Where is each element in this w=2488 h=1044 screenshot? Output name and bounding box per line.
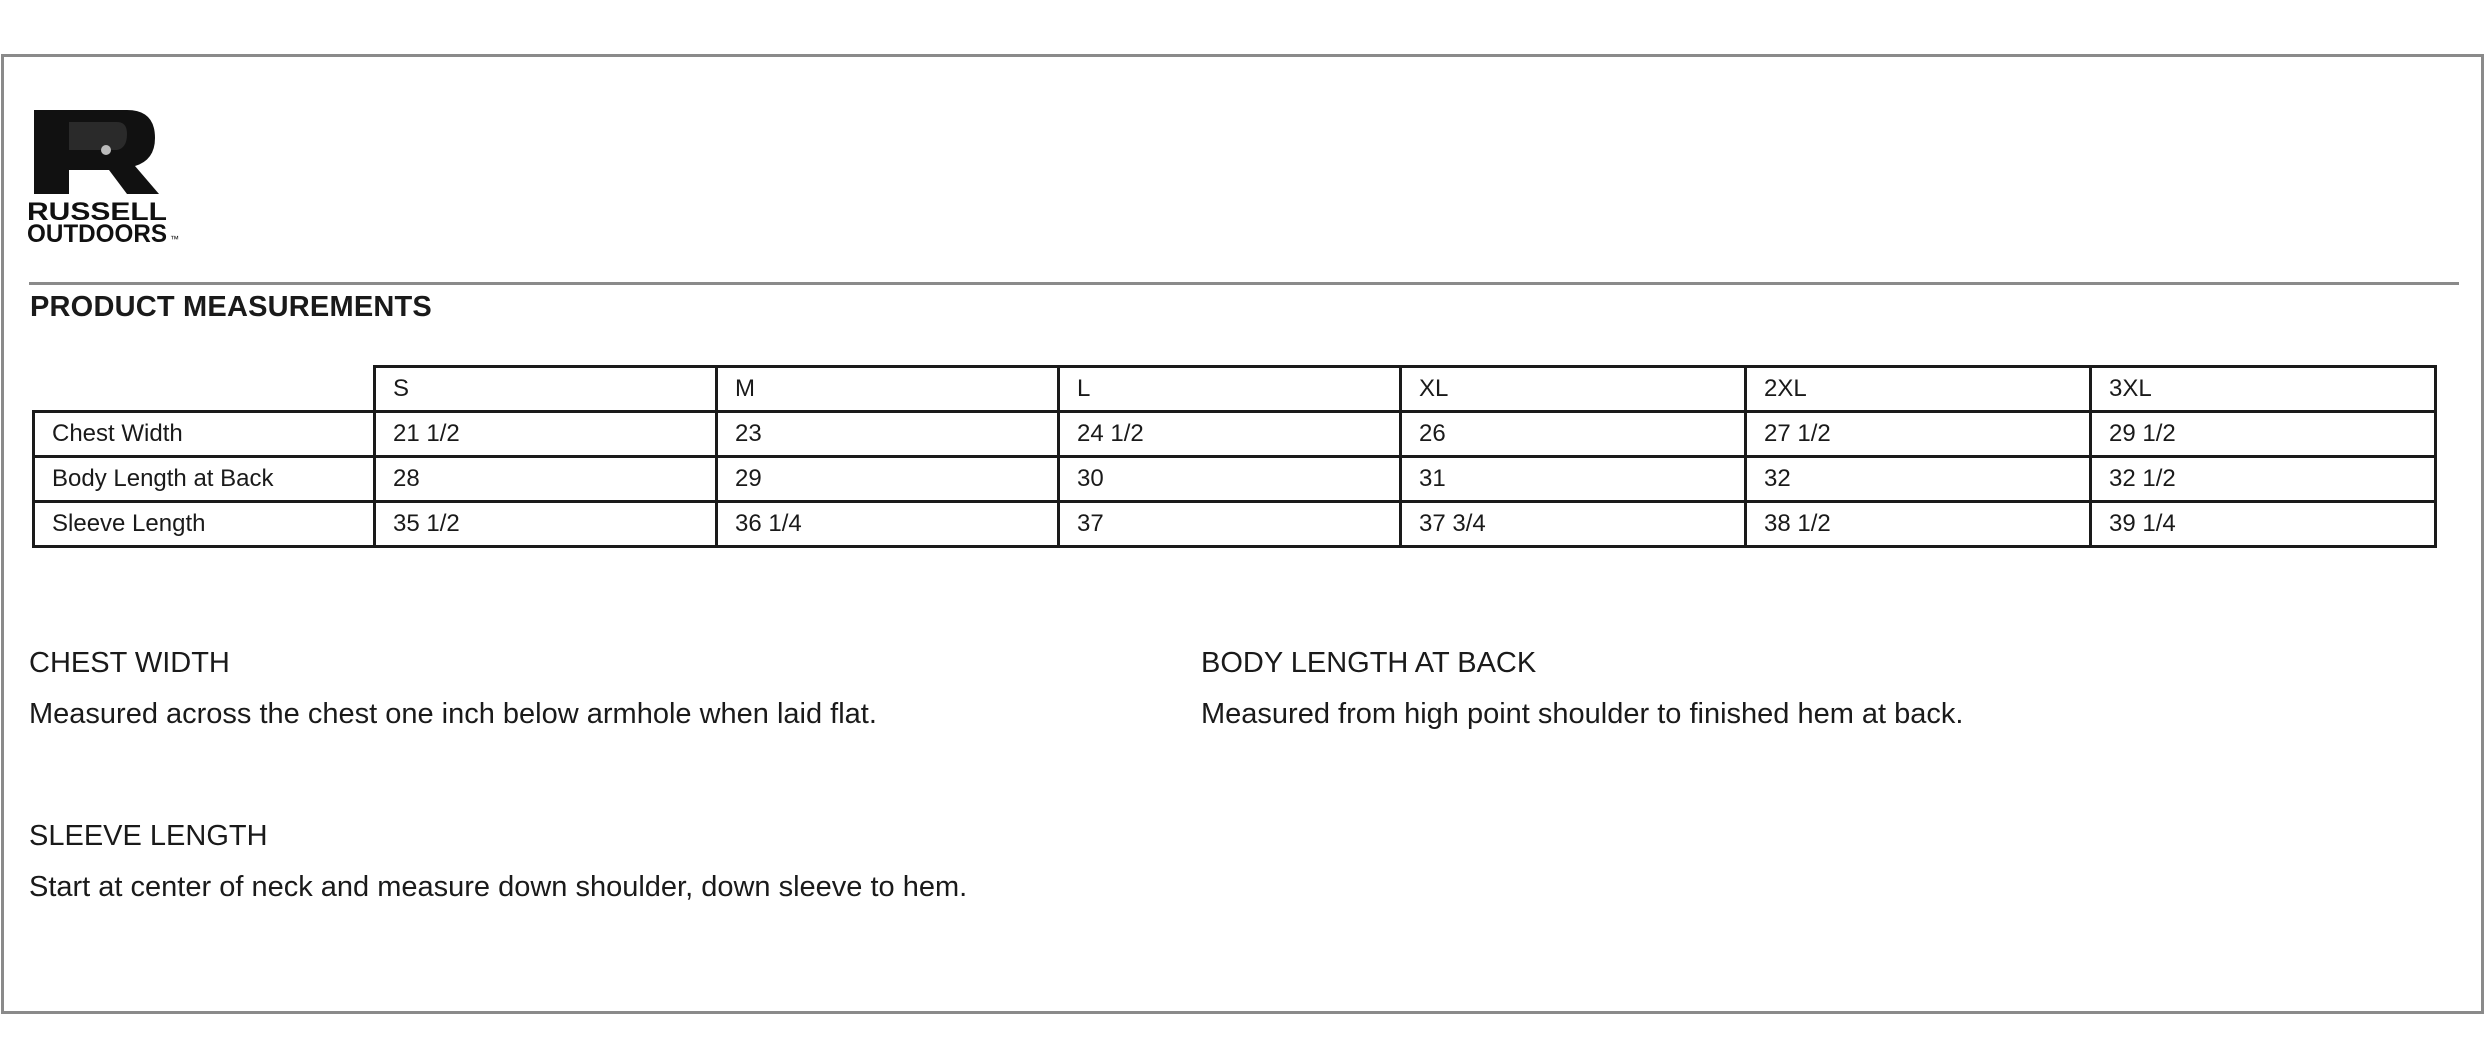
definition-title: CHEST WIDTH [29,647,230,679]
table-cell: 39 1/4 [2091,502,2436,547]
table-cell: 30 [1059,457,1401,502]
size-header: S [375,367,717,412]
size-header: L [1059,367,1401,412]
table-row [34,457,2436,502]
definition-text: Measured across the chest one inch below armhole when laid flat. [29,698,877,730]
svg-text:™: ™ [170,234,179,244]
table-cell: 23 [717,412,1059,457]
size-header: 2XL [1746,367,2091,412]
size-header: M [717,367,1059,412]
definition-sleeve-length [29,820,967,904]
table-cell: 37 [1059,502,1401,547]
table-cell: 28 [375,457,717,502]
definition-text: Measured from high point shoulder to finished hem at back. [1201,698,1964,730]
size-header: XL [1401,367,1746,412]
table-cell: 26 [1401,412,1746,457]
definition-title: SLEEVE LENGTH [29,820,268,852]
header-divider [29,282,2459,285]
table-row [34,502,2436,547]
table-cell: 32 1/2 [2091,457,2436,502]
table-cell: 36 1/4 [717,502,1059,547]
table-cell: 29 [717,457,1059,502]
table-cell: 38 1/2 [1746,502,2091,547]
logo-line-1: RUSSELL [27,198,167,226]
table-cell: 29 1/2 [2091,412,2436,457]
definition-title: BODY LENGTH AT BACK [1201,647,1537,679]
section-title: PRODUCT MEASUREMENTS [30,291,432,323]
measurements-table [32,365,2437,548]
table-cell: 32 [1746,457,2091,502]
table-cell: 21 1/2 [375,412,717,457]
table-row [34,412,2436,457]
definition-text: Start at center of neck and measure down shoulder, down sleeve to hem. [29,871,968,903]
table-cell: 37 3/4 [1401,502,1746,547]
size-header: 3XL [2091,367,2436,412]
row-label: Sleeve Length [34,502,375,547]
table-cell: 35 1/2 [375,502,717,547]
russell-outdoors-logo [27,108,187,248]
row-label: Chest Width [34,412,375,457]
logo-line-2: OUTDOORS [27,220,167,248]
russell-r-logo-icon [27,108,187,248]
table-header-row [34,367,2436,412]
table-cell: 27 1/2 [1746,412,2091,457]
definition-body-length [1201,647,1963,731]
table-cell: 31 [1401,457,1746,502]
table-corner-cell [34,367,375,412]
table-cell: 24 1/2 [1059,412,1401,457]
definition-chest-width [29,647,877,731]
row-label: Body Length at Back [34,457,375,502]
